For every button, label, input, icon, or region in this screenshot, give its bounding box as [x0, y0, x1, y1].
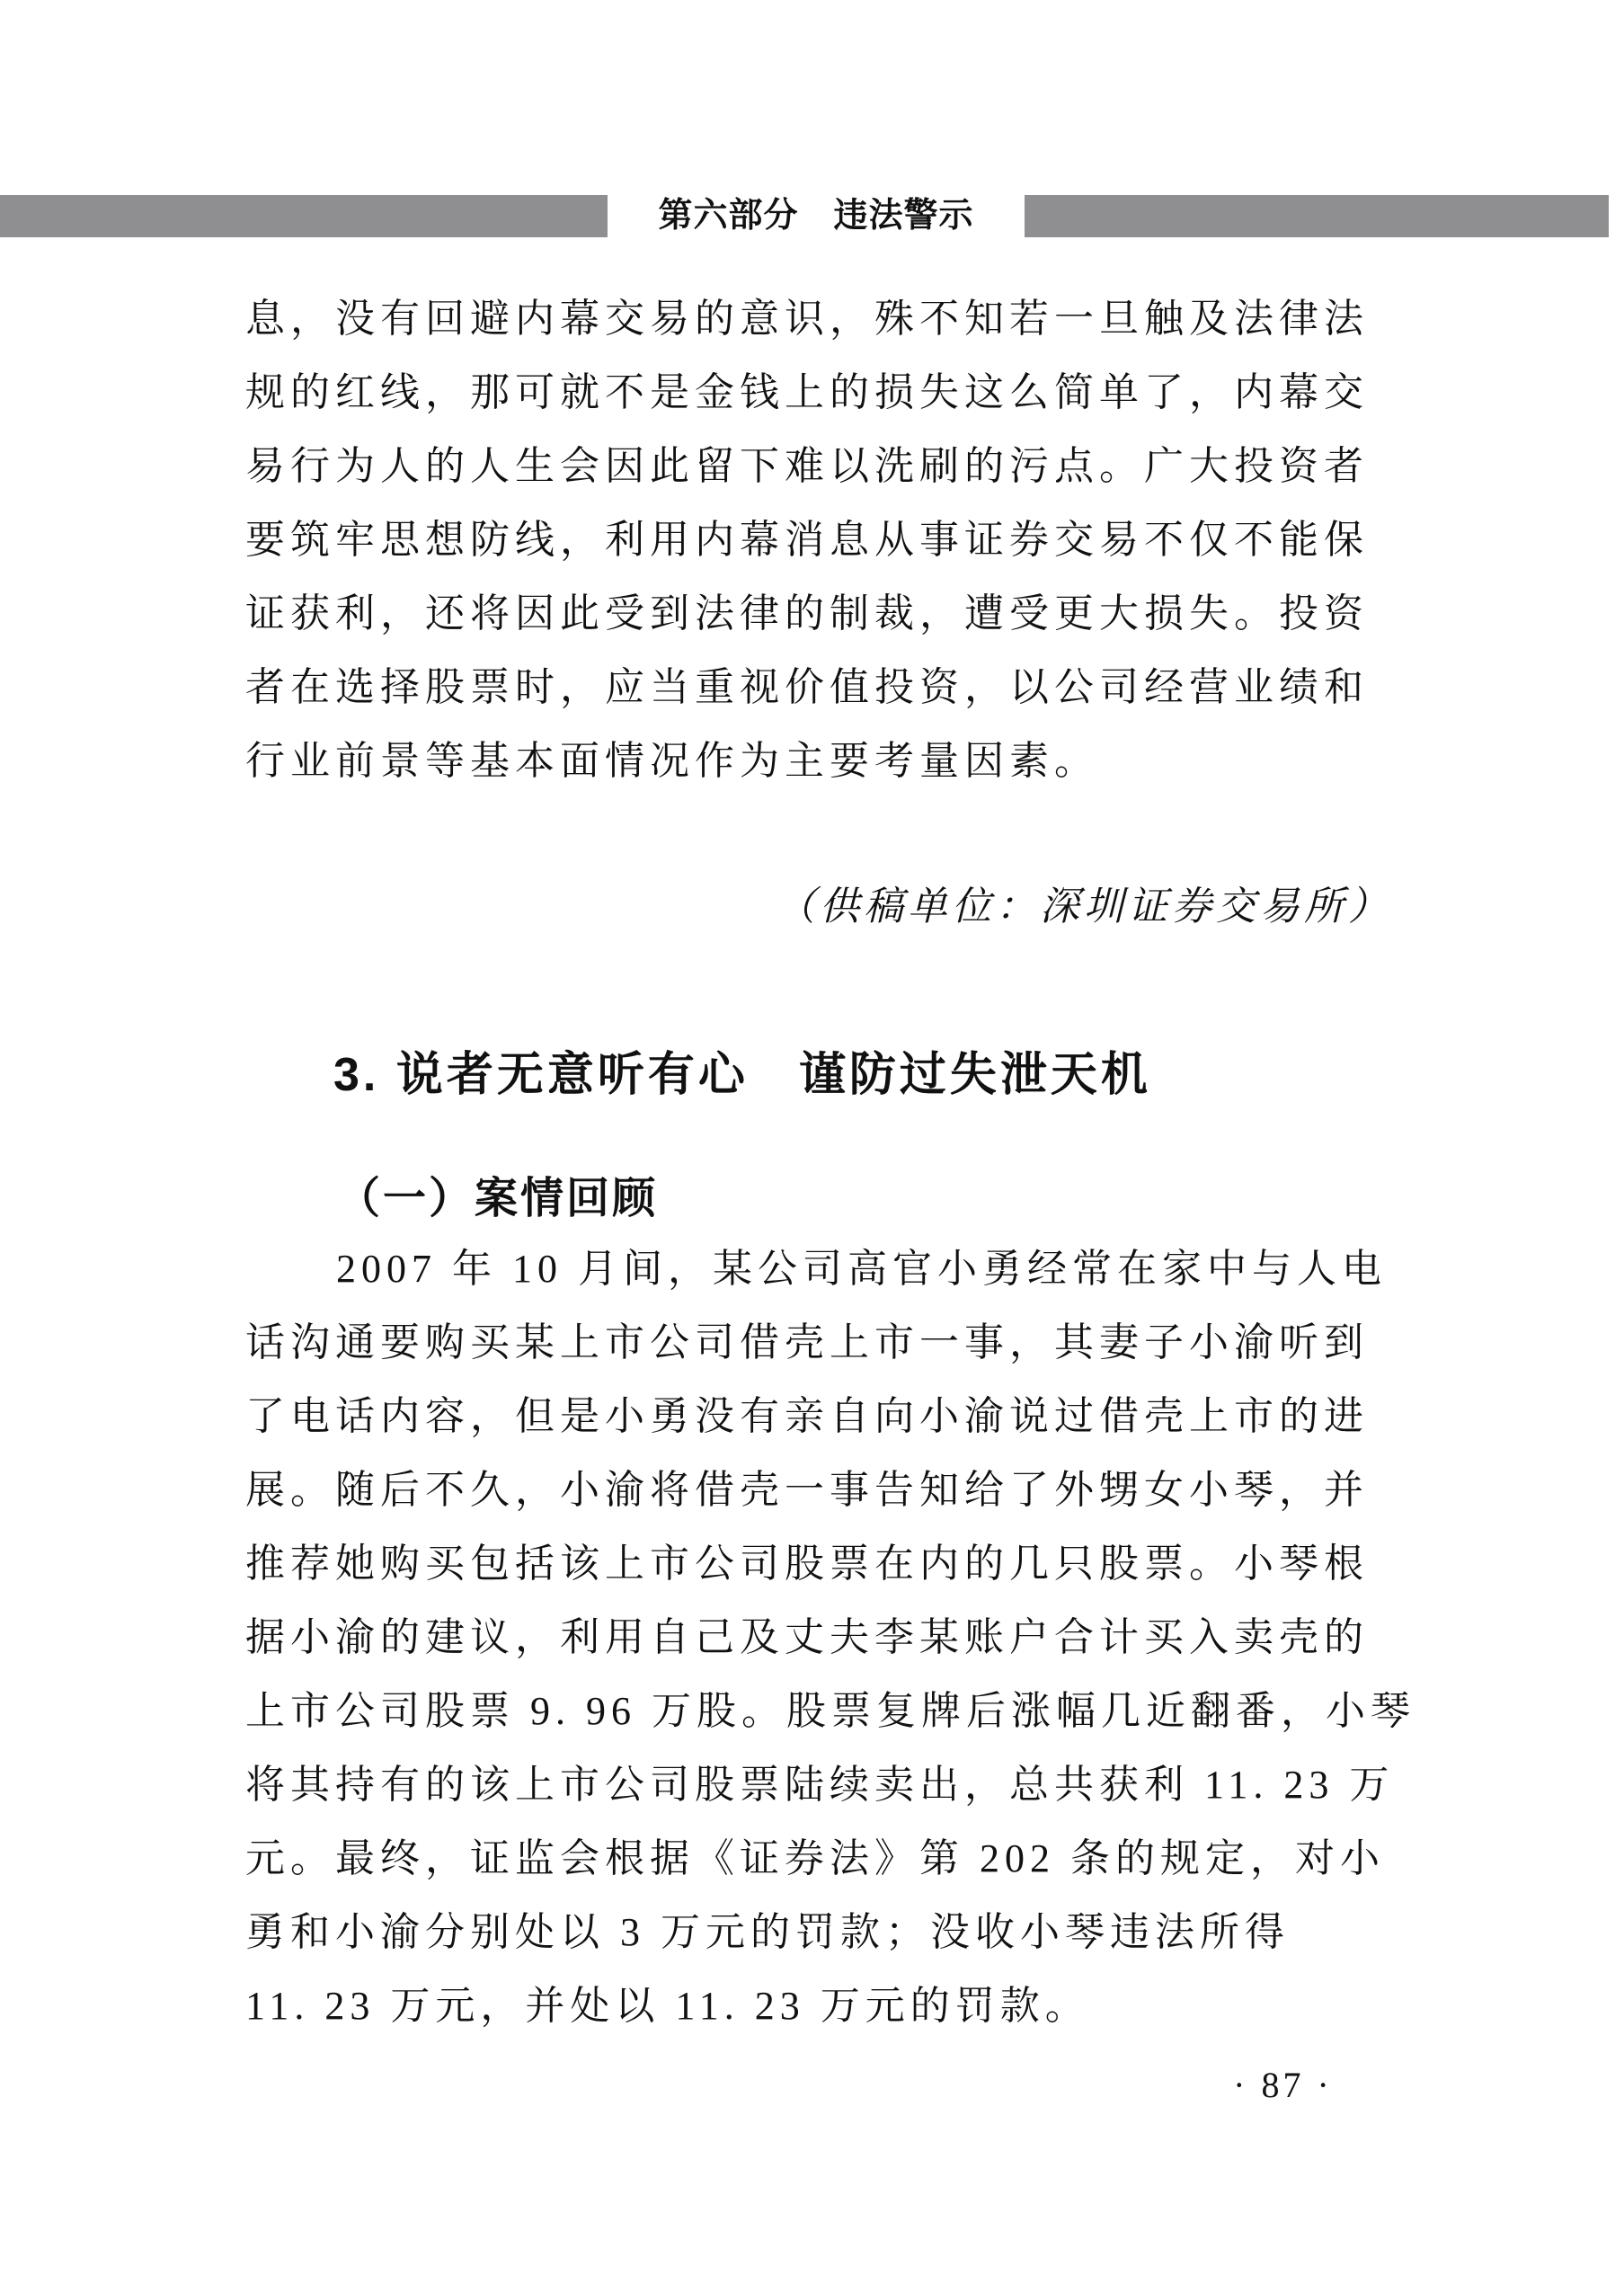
text-line: 证获利，还将因此受到法律的制裁，遭受更大损失。投资: [245, 591, 1369, 635]
case-paragraph: [245, 1232, 1415, 2043]
attribution-line: （供稿单位：深圳证券交易所）: [776, 884, 1392, 929]
text-line: 要筑牢思想防线，利用内幕消息从事证券交易不仅不能保: [245, 518, 1369, 562]
text-line: 话沟通要购买某上市公司借壳上市一事，其妻子小渝听到: [245, 1320, 1369, 1364]
text-line: 了电话内容，但是小勇没有亲自向小渝说过借壳上市的进: [245, 1394, 1369, 1438]
text-line: 行业前景等基本面情况作为主要考量因素。: [245, 739, 1099, 783]
text-line: 息，没有回避内幕交易的意识，殊不知若一旦触及法律法: [245, 297, 1369, 341]
text-line: 勇和小渝分别处以 3 万元的罚款；没收小琴违法所得: [245, 1910, 1290, 1954]
text-line: 11. 23 万元，并处以 11. 23 万元的罚款。: [245, 1984, 1090, 2028]
intro-paragraph: [245, 282, 1400, 798]
text-line: 将其持有的该上市公司股票陆续卖出，总共获利 11. 23 万: [245, 1763, 1395, 1807]
header-rule-right: [1025, 195, 1609, 237]
header-rule-left: [0, 195, 608, 237]
text-line: 者在选择股票时，应当重视价值投资，以公司经营业绩和: [245, 665, 1369, 709]
page-number: · 87 ·: [1233, 2065, 1333, 2105]
text-line: 推荐她购买包括该上市公司股票在内的几只股票。小琴根: [245, 1542, 1369, 1586]
text-line: 规的红线，那可就不是金钱上的损失这么简单了，内幕交: [245, 370, 1369, 414]
text-line: 据小渝的建议，利用自己及丈夫李某账户合计买入卖壳的: [245, 1615, 1369, 1659]
subsection-heading: （一）案情回顾: [337, 1175, 659, 1222]
text-line: 展。随后不久，小渝将借壳一事告知给了外甥女小琴，并: [245, 1468, 1369, 1512]
header-section-title: 第六部分 违法警示: [658, 197, 974, 235]
text-line: 上市公司股票 9. 96 万股。股票复牌后涨幅几近翻番，小琴: [245, 1689, 1415, 1733]
text-line: 2007 年 10 月间，某公司高官小勇经常在家中与人电: [336, 1247, 1387, 1291]
text-line: 易行为人的人生会因此留下难以洗刷的污点。广大投资者: [245, 444, 1369, 488]
text-line: 元。最终，证监会根据《证券法》第 202 条的规定，对小: [245, 1836, 1385, 1880]
section-heading: 3. 说者无意听有心 谨防过失泄天机: [333, 1049, 1151, 1101]
